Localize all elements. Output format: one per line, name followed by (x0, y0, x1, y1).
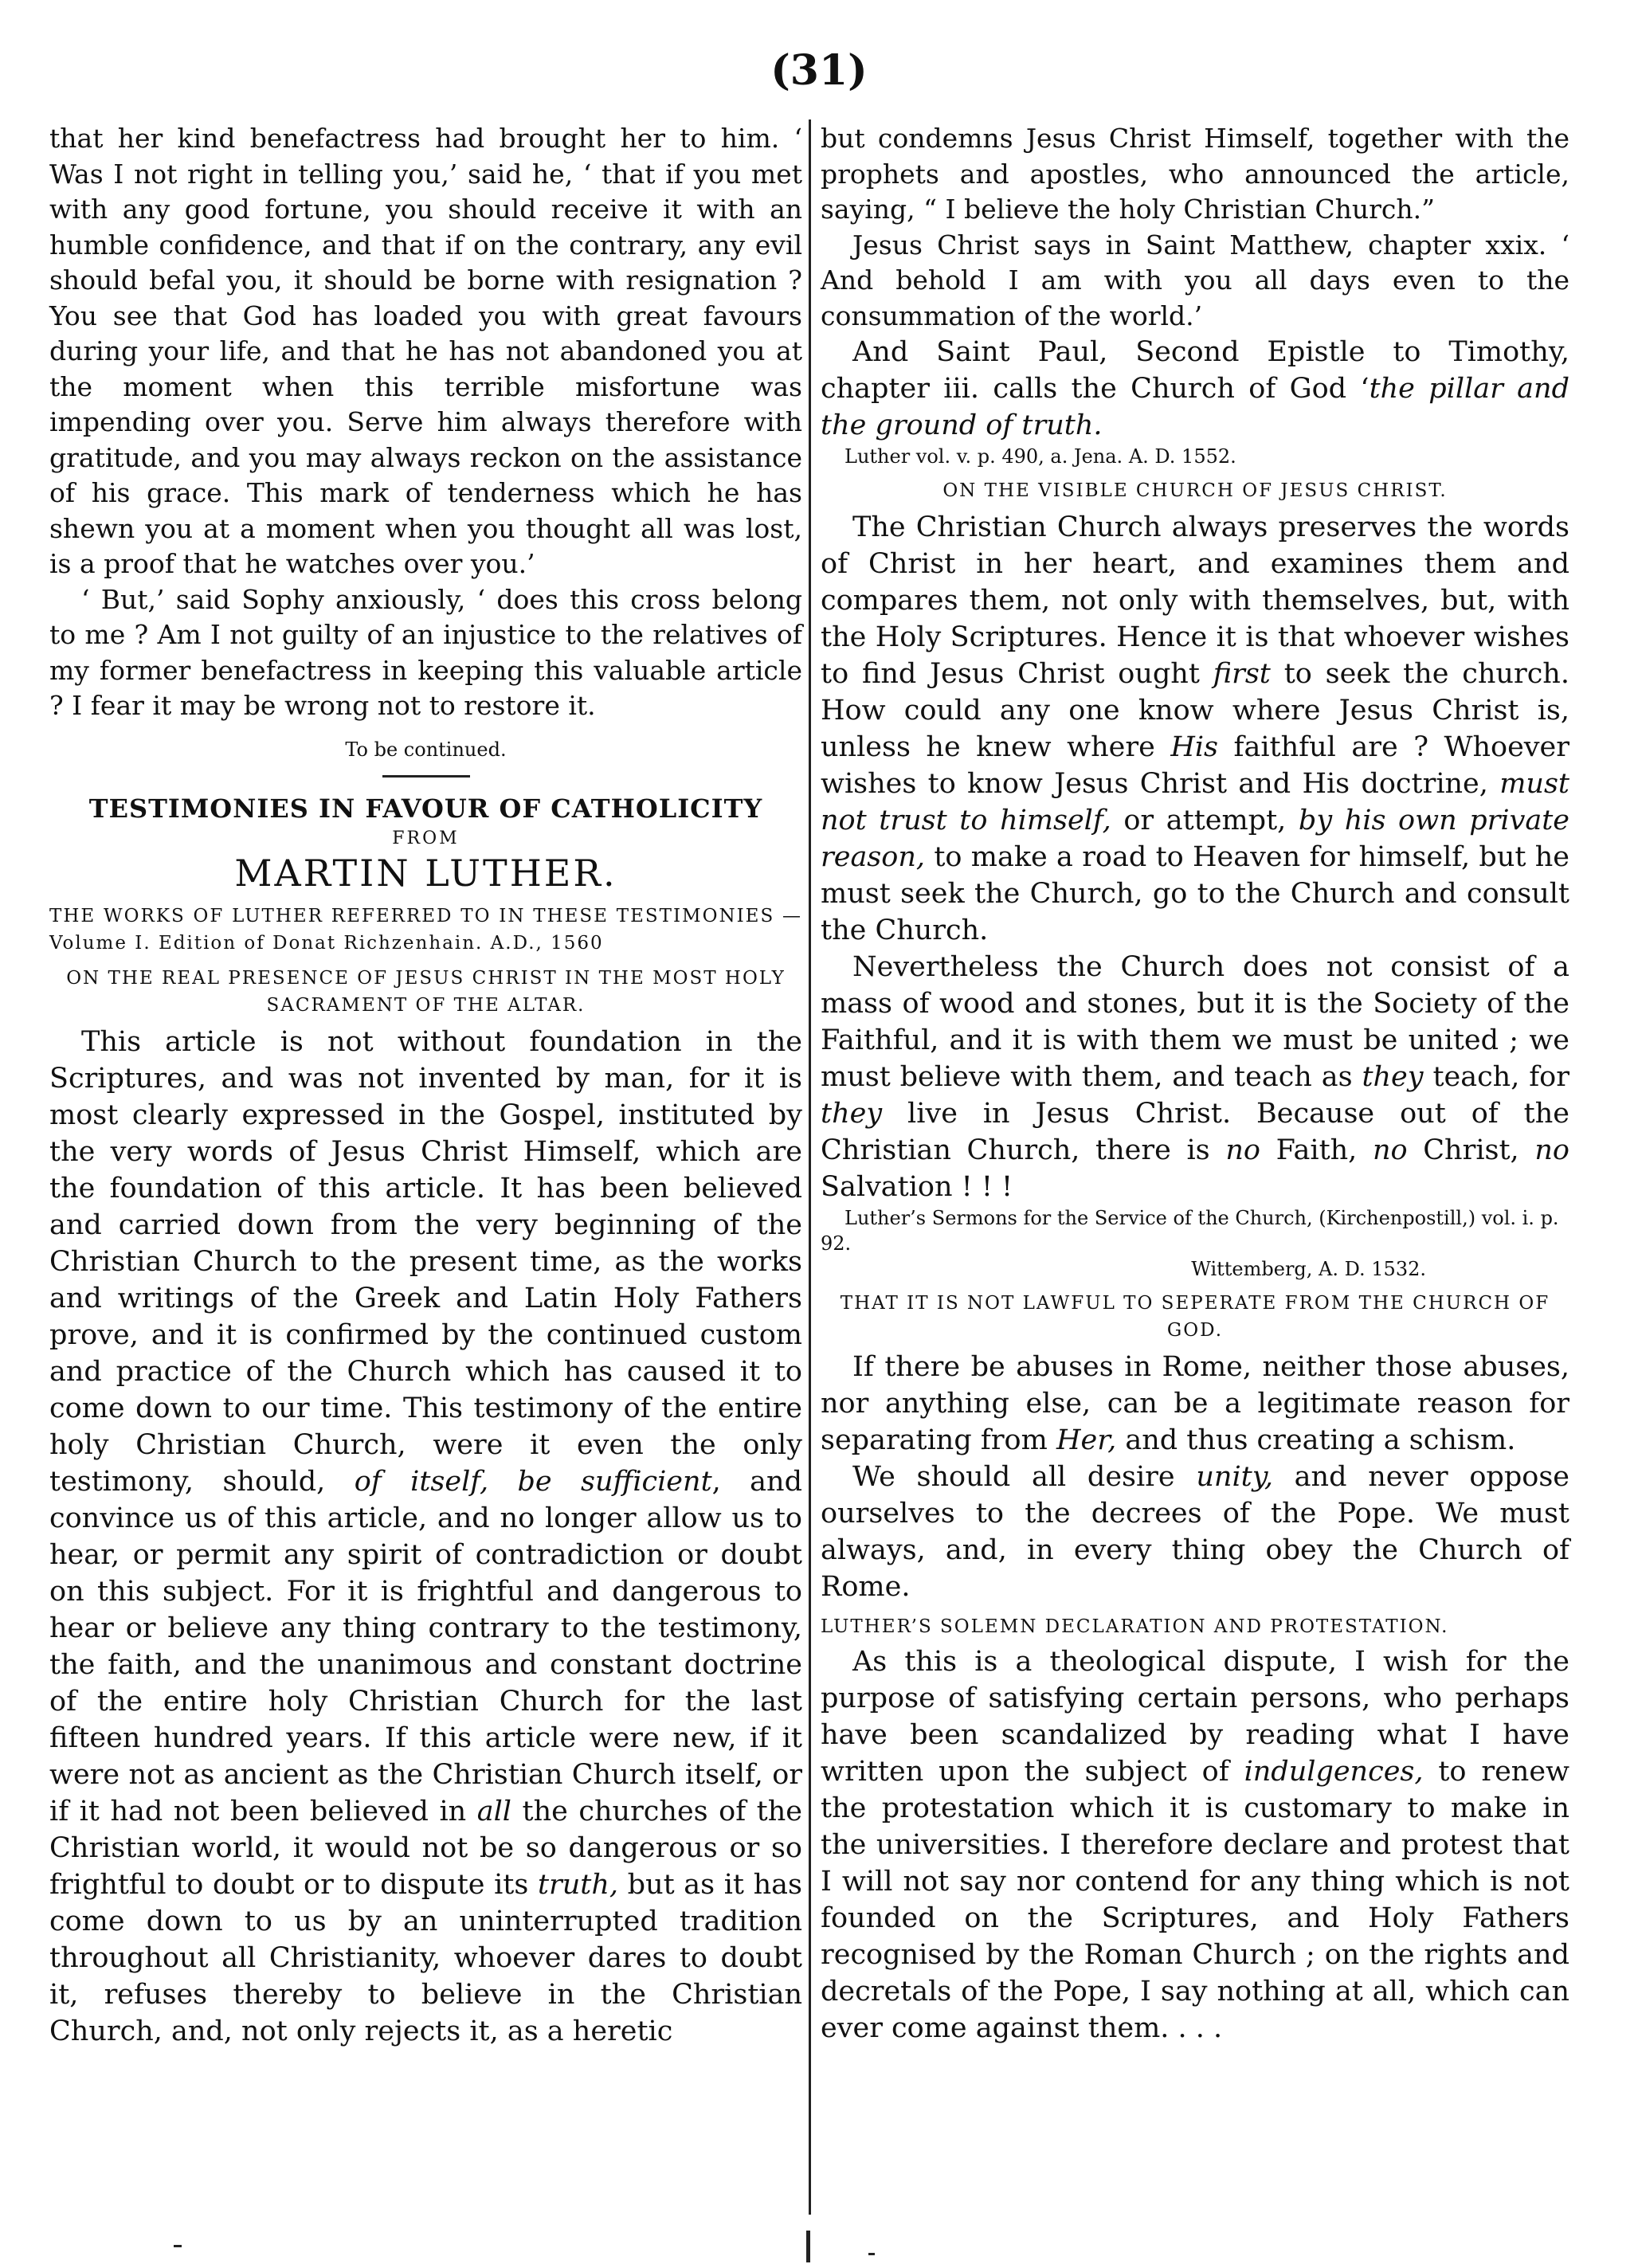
article-author: MARTIN LUTHER. (234, 851, 617, 895)
section-body: If there be abuses in Rome, neither those abuses, nor anything else, can be a legitimate reason for separating from Her, and thus creating a schism. (821, 1351, 1569, 1456)
article-headline: TESTIMONIES IN FAVOUR OF CATHOLICITY (88, 793, 763, 824)
citation: Luther’s Sermons for the Service of the Church, (Kirchenpostill,) vol. i. p. 92. (821, 1207, 1559, 1255)
section-body: As this is a theological dispute, I wish for the purpose of satisfying certain persons, who perhaps have been scandalized by reading what I have written upon the subject of indulgences, to renew the protestation which it is customary to make in the universities. I therefore declare and protest that I will not say nor contend for any thing which is not founded on the Scriptures, and Holy Fathers recognised by the Roman Church ; on the rights and decretals of the Pope, I say nothing at all, which can ever come against them. . . . (821, 1646, 1569, 2044)
story-paragraph: ‘ But,’ said Sophy anxiously, ‘ does this cross belong to me ? Am I not guilty of an injustice to the relatives of my former benefactress in keeping this valuable article ? I fear it may be wrong not to restore it. (49, 583, 802, 721)
section-body: The Christian Church always preserves the words of Christ in her heart, and examines them and compares them, not only with themselves, but, with the Holy Scriptures. Hence it is that whoever wishes to find Jesus Christ ought first to seek the church. How could any one know where Jesus Christ is, unless he knew where His faithful are ? Whoever wishes to know Jesus Christ and His doctrine, must not trust to himself, or attempt, by his own private reason, to make a road to Heaven for himself, but he must seek the Church, go to the Church and consult the Church. (821, 511, 1570, 946)
section-body: Nevertheless the Church does not consist of a mass of wood and stones, but it is the Society of the Faithful, and it is with them we must be united ; we must believe with them, and teach as they teach, for they live in Jesus Christ. Because out of the Christian Church, there is no Faith, no Christ, no Salvation ! ! ! (821, 951, 1569, 1203)
article-from: FROM (392, 828, 460, 848)
section-title: ON THE VISIBLE CHURCH OF JESUS CHRIST. (942, 480, 1448, 501)
print-speck (174, 2245, 182, 2247)
section-title: THAT IT IS NOT LAWFUL TO SEPERATE FROM THE CHURCH OF GOD. (840, 1293, 1550, 1341)
section-title: LUTHER’S SOLEMN DECLARATION AND PROTESTATION. (821, 1616, 1449, 1637)
section-body: We should all desire unity, and never oppose ourselves to the decrees of the Pope. We must always, and, in every thing obey the Church of Rome. (821, 1461, 1569, 1603)
left-column (49, 121, 802, 2050)
right-column (821, 121, 1569, 2047)
page-number: (31) (770, 46, 868, 95)
print-speck (868, 2253, 875, 2255)
column-divider (809, 119, 811, 2215)
continued-paragraph: but condemns Jesus Christ Himself, together with the prophets and apostles, who announced the article, saying, “ I believe the holy Christian Church.” (821, 123, 1569, 225)
section-body: This article is not without foundation in the Scriptures, and was not invented by man, for it is most clearly expressed in the Gospel, instituted by the very words of Jesus Christ Himself, which are the foundation of this article. It has been believed and carried down from the very beginning of the Christian Church to the present time, as the works and writings of the Greek and Latin Holy Fathers prove, and it is confirmed by the continued custom and practice of the Church which has caused it to come down to our time. This testimony of the entire holy Christian Church, were it even the only testimony, should, of itself, be sufficient, and convince us of this article, and no longer allow us to hear, or permit any spirit of contradiction or doubt on this subject. For it is frightful and dangerous to hear or believe any thing contrary to the testimony, the faith, and the unanimous and constant doctrine of the entire holy Christian Church for the last fifteen hundred years. If this article were new, if it were not as ancient as the Christian Church itself, or if it had not been believed in all the churches of the Christian world, it would not be so dangerous or so frightful to doubt or to dispute its truth, but as it has come down to us by an uninterrupted tradition throughout all Christianity, whoever dares to doubt it, refuses thereby to believe in the Christian Church, and, not only rejects it, as a heretic (49, 1025, 802, 2047)
section-title: ON THE REAL PRESENCE OF JESUS CHRIST IN THE MOST HOLY SACRAMENT OF THE ALTAR. (66, 967, 786, 1016)
works-note: THE WORKS OF LUTHER REFERRED TO IN THESE TESTIMONIES —Volume I. Edition of Donat Richzenhain. A.D., 1560 (49, 905, 802, 954)
citation-date: Wittemberg, A. D. 1532. (1191, 1258, 1426, 1280)
citation: Luther vol. v. p. 490, a. Jena. A. D. 1552. (844, 445, 1236, 468)
section-rule (382, 775, 470, 778)
print-speck (806, 2231, 810, 2262)
scripture-paragraph: And Saint Paul, Second Epistle to Timothy, chapter iii. calls the Church of God ‘the pillar and the ground of truth. (821, 336, 1570, 441)
to-be-continued: To be continued. (345, 738, 507, 761)
scripture-paragraph: Jesus Christ says in Saint Matthew, chapter xxix. ‘ And behold I am with you all days even to the consummation of the world.’ (821, 229, 1569, 331)
story-paragraph: that her kind benefactress had brought her to him. ‘ Was I not right in telling you,’ said he, ‘ that if you met with any good fortune, you should receive it with an humble confidence, and that if on the contrary, any evil should befal you, it should be borne with resignation ? You see that God has loaded you with great favours during your life, and that he has not abandoned you at the moment when this terrible misfortune was impending over you. Serve him always therefore with gratitude, and you may always reckon on the assistance of his grace. This mark of tenderness which he has shewn you at a moment when you thought all was lost, is a proof that he watches over you.’ (49, 123, 802, 579)
